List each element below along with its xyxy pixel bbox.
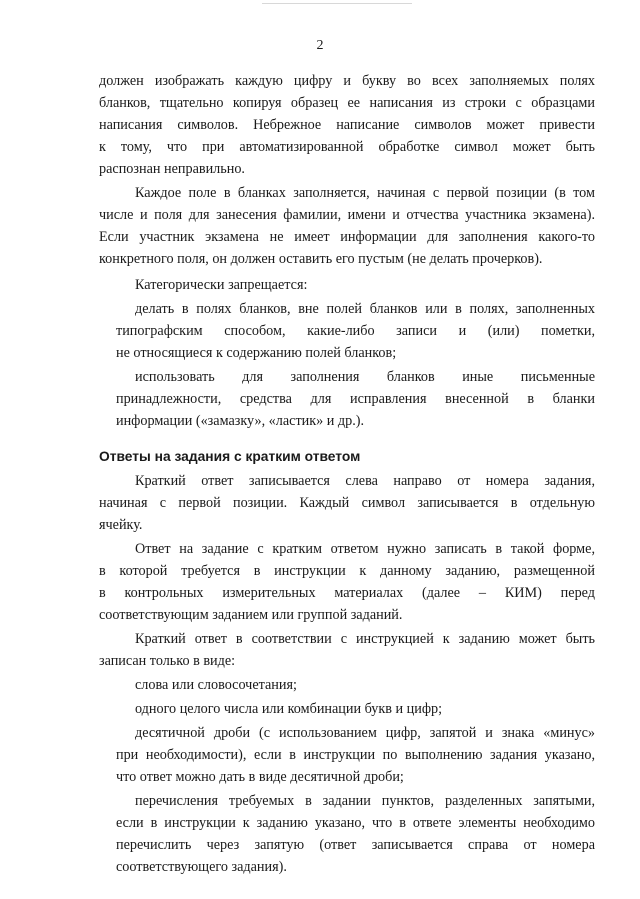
list-item-line: слова или словосочетания;: [135, 677, 297, 693]
paragraph-line: Если участник экзамена не имеет информации для заполнения какого-то: [99, 229, 595, 245]
list-item-line: если в инструкции к заданию указано, что в ответе элементы необходимо: [116, 815, 595, 831]
paragraph-line: Каждое поле в бланках заполняется, начиная с первой позиции (в том: [135, 185, 595, 201]
list-item-line: использовать для заполнения бланков иные письменные: [135, 369, 595, 385]
list-item-line: информации («замазку», «ластик» и др.).: [116, 413, 365, 429]
paragraph-line: Краткий ответ записывается слева направо от номера задания,: [135, 473, 595, 489]
paragraph-line: записан только в виде:: [99, 653, 236, 669]
list-item-line: соответствующего задания).: [116, 859, 287, 875]
list-item-line: одного целого числа или комбинации букв и цифр;: [135, 701, 443, 717]
paragraph-line: написания символов. Небрежное написание символов может привести: [99, 117, 595, 133]
list-item-line: типографским способом, какие-либо записи и (или) пометки,: [116, 323, 595, 339]
paragraph-line: числе и поля для занесения фамилии, имени и отчества участника экзамена).: [99, 207, 595, 223]
list-item-line: делать в полях бланков, вне полей бланков или в полях, заполненных: [135, 301, 595, 317]
paragraph-line: в контрольных измерительных материалах (далее – КИМ) перед: [99, 585, 595, 601]
paragraph-line: начиная с первой позиции. Каждый символ записывается в отдельную: [99, 495, 595, 511]
section-heading: Ответы на задания с кратким ответом: [99, 449, 361, 464]
list-item-line: не относящиеся к содержанию полей бланков;: [116, 345, 397, 361]
page-number: 2: [316, 38, 324, 53]
list-item-line: что ответ можно дать в виде десятичной дроби;: [116, 769, 404, 785]
paragraph-line: в которой требуется в инструкции к данному заданию, размещенной: [99, 563, 595, 579]
paragraph-line: Ответ на задание с кратким ответом нужно записать в такой форме,: [135, 541, 595, 557]
paragraph-line: конкретного поля, он должен оставить его пустым (не делать прочерков).: [99, 251, 543, 267]
list-item-line: перечисления требуемых в задании пунктов, разделенных запятыми,: [135, 793, 595, 809]
list-item-line: принадлежности, средства для исправления внесенной в бланки: [116, 391, 595, 407]
list-item-line: при необходимости), если в инструкции по выполнению задания указано,: [116, 747, 595, 763]
paragraph-line: распознан неправильно.: [99, 161, 245, 177]
list-item-line: десятичной дроби (с использованием цифр, запятой и знака «минус»: [135, 725, 595, 741]
paragraph-line: ячейку.: [99, 517, 143, 533]
list-item-line: перечислить через запятую (ответ записывается справа от номера: [116, 837, 595, 853]
paragraph-line: соответствующим заданием или группой заданий.: [99, 607, 403, 623]
paragraph-line: должен изображать каждую цифру и букву во всех заполняемых полях: [99, 73, 595, 89]
paragraph-line: Краткий ответ в соответствии с инструкцией к заданию может быть: [135, 631, 595, 647]
paragraph-line: бланков, тщательно копируя образец ее написания из строки с образцами: [99, 95, 595, 111]
paragraph-line: Категорически запрещается:: [135, 277, 308, 293]
scan-edge-line: [262, 3, 412, 4]
paragraph-line: к тому, что при автоматизированной обработке символ может быть: [99, 139, 595, 155]
